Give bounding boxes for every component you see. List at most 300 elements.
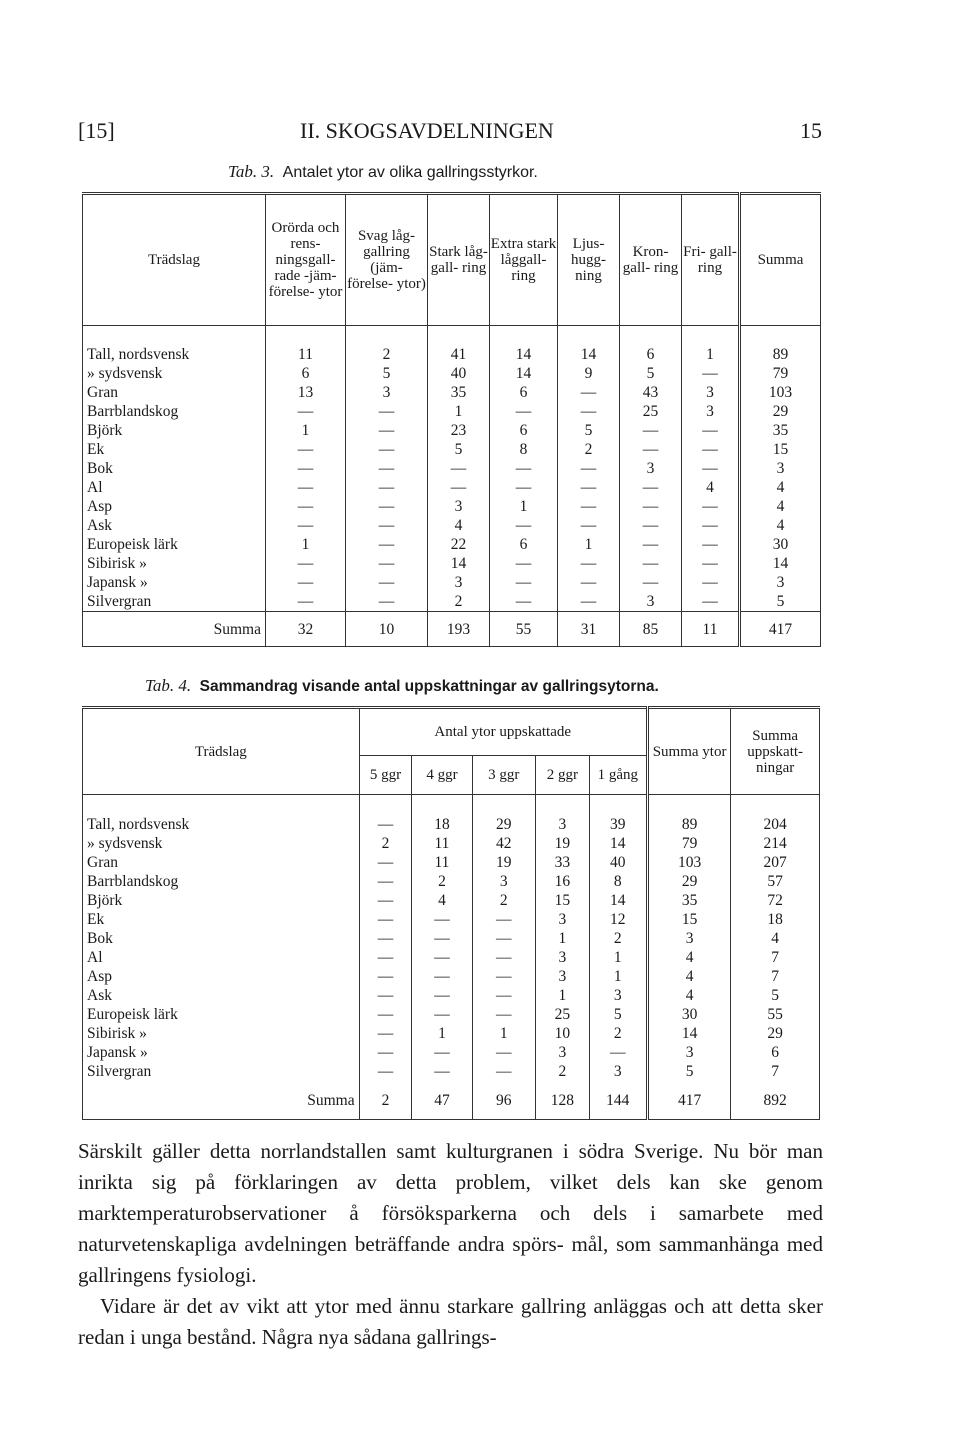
tab4-header-tradslag: Trädslag xyxy=(83,708,360,795)
tab3-cell: — xyxy=(346,440,428,459)
tab4-cell: 3 xyxy=(535,910,589,929)
tab3-row xyxy=(83,345,821,364)
tab3-cell: 103 xyxy=(740,383,821,402)
bracket-page-mark: [15] xyxy=(78,118,115,143)
tab4-cell: 1 xyxy=(535,986,589,1005)
tab4-cell: — xyxy=(412,967,472,986)
tab3-cell: 6 xyxy=(490,535,558,554)
tab3-cell: — xyxy=(346,497,428,516)
tab4-cell: 4 xyxy=(647,986,730,1005)
tab4-cell: — xyxy=(359,948,412,967)
tab3-cell: 23 xyxy=(428,421,490,440)
tab4-row-label: Asp xyxy=(83,967,360,986)
tab3-cell: 14 xyxy=(740,554,821,573)
tab3-cell: — xyxy=(620,554,682,573)
tab4-cell: 3 xyxy=(535,967,589,986)
tab3-row xyxy=(83,554,821,573)
tab3-cell: — xyxy=(682,592,740,612)
tab4-row xyxy=(83,891,820,910)
tab3-cell: — xyxy=(682,364,740,383)
tab4-cell: 3 xyxy=(589,1062,647,1081)
tab4-subheader: 4 ggr xyxy=(412,756,472,795)
tab3-cell: — xyxy=(346,459,428,478)
tab3-row-label: Europeisk lärk xyxy=(83,535,266,554)
tab4-cell: 4 xyxy=(647,967,730,986)
tab4-row-label: Gran xyxy=(83,853,360,872)
tab4-cell: 4 xyxy=(647,948,730,967)
tab3-cell: — xyxy=(266,497,346,516)
tab3-cell: 2 xyxy=(346,345,428,364)
tab4-summa-cell: 128 xyxy=(535,1081,589,1120)
tab4-cell: 207 xyxy=(731,853,820,872)
tab3-row-label: Ask xyxy=(83,516,266,535)
tab4-row-label: Björk xyxy=(83,891,360,910)
tab4-cell: — xyxy=(472,910,535,929)
tab3-cell: 4 xyxy=(740,497,821,516)
tab4-cell: 19 xyxy=(535,834,589,853)
tab3-cell: 5 xyxy=(428,440,490,459)
tab4-cell: — xyxy=(472,1005,535,1024)
tab4-cell: — xyxy=(412,910,472,929)
tab3-cell: 6 xyxy=(620,345,682,364)
tab3-row-label: Björk xyxy=(83,421,266,440)
tab4-cell: 1 xyxy=(589,967,647,986)
section-title: II. SKOGSAVDELNINGEN xyxy=(300,118,554,143)
tab3-cell: — xyxy=(266,516,346,535)
tab4-row-label: Bok xyxy=(83,929,360,948)
tab3-cell: — xyxy=(682,573,740,592)
tab3-caption xyxy=(228,162,538,182)
tab3-cell: — xyxy=(266,573,346,592)
tab4-cell: 2 xyxy=(535,1062,589,1081)
tab4-summa-cell: 2 xyxy=(359,1081,412,1120)
tab3-cell: 4 xyxy=(428,516,490,535)
tab4-cell: — xyxy=(359,1062,412,1081)
tab3-cell: 1 xyxy=(682,345,740,364)
tab3-cell: — xyxy=(346,573,428,592)
tab3-cell: — xyxy=(682,440,740,459)
tab3-row xyxy=(83,592,821,612)
tab4-cell: 214 xyxy=(731,834,820,853)
tab4-cell: — xyxy=(472,948,535,967)
tab4-cell: 1 xyxy=(412,1024,472,1043)
tab4-cell: 1 xyxy=(589,948,647,967)
tab3-cell: — xyxy=(558,497,620,516)
tab4-cell: 14 xyxy=(589,891,647,910)
tab4-cell: 30 xyxy=(647,1005,730,1024)
tab4-cell: 29 xyxy=(472,815,535,834)
tab3-cell: 25 xyxy=(620,402,682,421)
tab4-cell: — xyxy=(412,1043,472,1062)
tab4-cell: 3 xyxy=(647,1043,730,1062)
tab3-cell: 3 xyxy=(682,402,740,421)
tab3-summa-label: Summa xyxy=(83,612,266,647)
tab3-cell: 29 xyxy=(740,402,821,421)
tab3-cell: 5 xyxy=(346,364,428,383)
tab4-cell: — xyxy=(359,872,412,891)
tab3-cell: — xyxy=(682,421,740,440)
tab4-row xyxy=(83,1005,820,1024)
tab4-cell: 3 xyxy=(535,948,589,967)
tab4-row xyxy=(83,853,820,872)
tab3-summa-cell: 85 xyxy=(620,612,682,647)
tab4-subheader: 5 ggr xyxy=(359,756,412,795)
tab3-cell: — xyxy=(346,592,428,612)
tab3-cell: — xyxy=(266,402,346,421)
tab4-row xyxy=(83,929,820,948)
tab3-summa-cell: 55 xyxy=(490,612,558,647)
tab4-cell: 12 xyxy=(589,910,647,929)
tab4-header-summa-uppsk: Summa uppskatt- ningar xyxy=(731,708,820,795)
tab4-cell: 3 xyxy=(535,1043,589,1062)
tab4-cell: 3 xyxy=(647,929,730,948)
tab4-row-label: Europeisk lärk xyxy=(83,1005,360,1024)
tab3-cell: 5 xyxy=(558,421,620,440)
tab3-header-kron: Kron- gall- ring xyxy=(620,194,682,326)
tab3-row-label: Al xyxy=(83,478,266,497)
tab3-cell: — xyxy=(346,421,428,440)
tab4-cell: — xyxy=(359,910,412,929)
tab3-cell: — xyxy=(682,497,740,516)
tab3-row-label: » sydsvensk xyxy=(83,364,266,383)
tab3-cell: 14 xyxy=(558,345,620,364)
tab4-cell: 7 xyxy=(731,948,820,967)
tab3-header-ljus: Ljus- hugg- ning xyxy=(558,194,620,326)
tab3-cell: 1 xyxy=(266,421,346,440)
tab4-cell: 42 xyxy=(472,834,535,853)
tab3-row xyxy=(83,383,821,402)
tab3-cell: 5 xyxy=(740,592,821,612)
tab3-cell: 3 xyxy=(620,459,682,478)
tab3-row xyxy=(83,516,821,535)
tab3-cell: 4 xyxy=(682,478,740,497)
tab3-cell: — xyxy=(682,535,740,554)
tab4-cell: — xyxy=(359,967,412,986)
paragraph-2: Vidare är det av vikt att ytor med ännu starkare gallring anläggas och att detta sker redan i unga bestånd. Några nya sådana gallrings- xyxy=(78,1294,823,1349)
tab3-cell: 89 xyxy=(740,345,821,364)
tab3-cell: 6 xyxy=(490,383,558,402)
tab3-cell: — xyxy=(490,402,558,421)
tab3-header-ororda: Orörda och rens- ningsgall- rade -jäm- förelse- ytor xyxy=(266,194,346,326)
tab3-cell: 3 xyxy=(428,573,490,592)
tab3-summa-cell: 31 xyxy=(558,612,620,647)
tab3-cell: 1 xyxy=(266,535,346,554)
tab4-row xyxy=(83,834,820,853)
tab3-cell: 4 xyxy=(740,478,821,497)
tab3-cell: 2 xyxy=(558,440,620,459)
tab3-cell: — xyxy=(558,554,620,573)
paragraph-1: Särskilt gäller detta norrlandstallen samt kulturgranen i södra Sverige. Nu bör man inrikta sig på förklaringen av detta problem, vilket dels kan ske genom marktemperaturobservationer å försöksparkerna och dels i samarbete med naturvetenskapliga avdelningen beträffande andra spörs- mål, som sammanhänga med gallringens fysiologi. xyxy=(78,1139,823,1287)
tab3-header-fri: Fri- gall- ring xyxy=(682,194,740,326)
tab3-cell: 3 xyxy=(346,383,428,402)
tab3-cell: 1 xyxy=(558,535,620,554)
tab4-cell: 103 xyxy=(647,853,730,872)
tab4-cell: — xyxy=(359,929,412,948)
tab3-cell: — xyxy=(428,459,490,478)
tab3-cell: — xyxy=(620,497,682,516)
tab3-cell: — xyxy=(346,535,428,554)
tab3-row xyxy=(83,535,821,554)
tab4-cell: 3 xyxy=(589,986,647,1005)
tab3-cell: 14 xyxy=(490,345,558,364)
tab3-cell: 3 xyxy=(428,497,490,516)
tab4-summa-label: Summa xyxy=(83,1081,360,1120)
tab4-cell: 3 xyxy=(472,872,535,891)
tab4-row xyxy=(83,1024,820,1043)
tab4-cell: — xyxy=(359,1024,412,1043)
tab4-cell: — xyxy=(359,815,412,834)
tab4-cell: — xyxy=(359,891,412,910)
tab3-cell: — xyxy=(490,478,558,497)
tab4-cell: 72 xyxy=(731,891,820,910)
tab3-row xyxy=(83,573,821,592)
tab4-summa-cell: 892 xyxy=(731,1081,820,1120)
tab4-row xyxy=(83,967,820,986)
tab3-row xyxy=(83,421,821,440)
tab4-cell: — xyxy=(359,1005,412,1024)
tab4-cell: 5 xyxy=(647,1062,730,1081)
tab4-cell: 18 xyxy=(412,815,472,834)
tab4-cell: 19 xyxy=(472,853,535,872)
tab4-cell: 39 xyxy=(589,815,647,834)
tab4-row xyxy=(83,815,820,834)
tab3-row-label: Silvergran xyxy=(83,592,266,612)
tab4-cell: 15 xyxy=(647,910,730,929)
tab4-row-label: Silvergran xyxy=(83,1062,360,1081)
tab4-cell: 33 xyxy=(535,853,589,872)
tab4-cell: — xyxy=(472,986,535,1005)
tab3-row-label: Japansk » xyxy=(83,573,266,592)
tab4-cell: 5 xyxy=(589,1005,647,1024)
tab3-row xyxy=(83,402,821,421)
tab4-cell: 57 xyxy=(731,872,820,891)
tab4-cell: 11 xyxy=(412,853,472,872)
tab3-title: Antalet ytor av olika gallringsstyrkor. xyxy=(282,164,538,181)
tab4-subheader: 3 ggr xyxy=(472,756,535,795)
tab3-cell: 1 xyxy=(428,402,490,421)
tab4-cell: 7 xyxy=(731,967,820,986)
tab4-label: Tab. 4. xyxy=(145,676,192,695)
tab3-cell: — xyxy=(346,402,428,421)
tab3-row-label: Sibirisk » xyxy=(83,554,266,573)
tab4-cell: 29 xyxy=(647,872,730,891)
tab3-cell: — xyxy=(558,478,620,497)
tab4-row xyxy=(83,1043,820,1062)
tab3-cell: — xyxy=(346,478,428,497)
tab3-cell: 14 xyxy=(428,554,490,573)
tab3-header-summa: Summa xyxy=(740,194,821,326)
tab3-cell: — xyxy=(346,554,428,573)
tab3-cell: 41 xyxy=(428,345,490,364)
tab3-cell: 35 xyxy=(428,383,490,402)
tab4-cell: 79 xyxy=(647,834,730,853)
tab4-cell: 8 xyxy=(589,872,647,891)
tab3-row xyxy=(83,364,821,383)
tab4-row-label: Barrblandskog xyxy=(83,872,360,891)
tab4-cell: 40 xyxy=(589,853,647,872)
tab3-cell: — xyxy=(266,440,346,459)
tab3-summa-cell: 32 xyxy=(266,612,346,647)
tab4-cell: — xyxy=(412,929,472,948)
tab3-cell: 9 xyxy=(558,364,620,383)
tab3-cell: — xyxy=(490,573,558,592)
tab3-cell: 6 xyxy=(490,421,558,440)
tab4-cell: 6 xyxy=(731,1043,820,1062)
tab3-row xyxy=(83,459,821,478)
tab4-cell: 1 xyxy=(472,1024,535,1043)
tab3-row xyxy=(83,478,821,497)
tab4-row xyxy=(83,1062,820,1081)
tab4-row xyxy=(83,948,820,967)
tab3-cell: — xyxy=(490,554,558,573)
tab3-cell: 8 xyxy=(490,440,558,459)
tab4-cell: 204 xyxy=(731,815,820,834)
tab3-header-extra: Extra stark låggall- ring xyxy=(490,194,558,326)
tab3-cell: — xyxy=(346,516,428,535)
tab3-cell: 2 xyxy=(428,592,490,612)
tab3-header-stark: Stark låg- gall- ring xyxy=(428,194,490,326)
tab3-cell: 43 xyxy=(620,383,682,402)
tab3-cell: 3 xyxy=(740,459,821,478)
tab4-header-summa-ytor: Summa ytor xyxy=(647,708,730,795)
tab4-row xyxy=(83,872,820,891)
tab3-cell: 3 xyxy=(682,383,740,402)
tab3-table xyxy=(82,192,821,647)
tab3-row-label: Tall, nordsvensk xyxy=(83,345,266,364)
tab3-row xyxy=(83,440,821,459)
tab4-cell: 5 xyxy=(731,986,820,1005)
tab3-cell: — xyxy=(620,573,682,592)
tab4-cell: 25 xyxy=(535,1005,589,1024)
tab3-cell: — xyxy=(490,592,558,612)
tab4-cell: 4 xyxy=(412,891,472,910)
tab4-row-label: Tall, nordsvensk xyxy=(83,815,360,834)
tab4-header-group: Antal ytor uppskattade xyxy=(359,708,647,756)
tab3-cell: — xyxy=(682,459,740,478)
tab3-cell: — xyxy=(266,554,346,573)
tab4-cell: — xyxy=(589,1043,647,1062)
tab3-cell: — xyxy=(490,516,558,535)
tab3-header-tradslag: Trädslag xyxy=(83,194,266,326)
tab4-cell: 16 xyxy=(535,872,589,891)
tab3-cell: — xyxy=(620,478,682,497)
tab3-row-label: Barrblandskog xyxy=(83,402,266,421)
tab3-cell: 40 xyxy=(428,364,490,383)
tab3-cell: — xyxy=(558,383,620,402)
tab4-row-label: » sydsvensk xyxy=(83,834,360,853)
tab4-cell: 1 xyxy=(535,929,589,948)
tab3-cell: — xyxy=(266,459,346,478)
tab3-cell: 13 xyxy=(266,383,346,402)
tab4-row-label: Al xyxy=(83,948,360,967)
tab4-summa-cell: 144 xyxy=(589,1081,647,1120)
tab3-row-label: Bok xyxy=(83,459,266,478)
tab4-title: Sammandrag visande antal uppskattningar av gallringsytorna. xyxy=(199,678,659,695)
tab3-cell: 3 xyxy=(740,573,821,592)
tab3-cell: — xyxy=(558,402,620,421)
tab4-table xyxy=(82,706,820,1120)
tab3-cell: 11 xyxy=(266,345,346,364)
tab4-cell: 2 xyxy=(472,891,535,910)
tab3-cell: 3 xyxy=(620,592,682,612)
tab4-cell: 10 xyxy=(535,1024,589,1043)
tab3-cell: — xyxy=(428,478,490,497)
tab3-cell: 35 xyxy=(740,421,821,440)
tab4-caption xyxy=(145,676,659,696)
tab3-cell: 14 xyxy=(490,364,558,383)
tab3-row-label: Ek xyxy=(83,440,266,459)
tab3-cell: — xyxy=(558,459,620,478)
tab4-cell: — xyxy=(412,986,472,1005)
tab4-cell: 89 xyxy=(647,815,730,834)
page-number: 15 xyxy=(800,118,822,143)
tab4-cell: 35 xyxy=(647,891,730,910)
tab3-cell: 1 xyxy=(490,497,558,516)
tab3-label: Tab. 3. xyxy=(228,162,275,181)
tab4-summa-cell: 417 xyxy=(647,1081,730,1120)
tab3-summa-cell: 417 xyxy=(740,612,821,647)
tab4-cell: 55 xyxy=(731,1005,820,1024)
tab3-cell: — xyxy=(266,592,346,612)
tab4-cell: 3 xyxy=(535,815,589,834)
tab3-cell: 15 xyxy=(740,440,821,459)
tab3-summa-cell: 193 xyxy=(428,612,490,647)
tab4-cell: — xyxy=(472,929,535,948)
tab4-cell: 14 xyxy=(647,1024,730,1043)
tab3-cell: 5 xyxy=(620,364,682,383)
tab4-cell: 2 xyxy=(589,1024,647,1043)
tab3-cell: — xyxy=(620,440,682,459)
tab4-cell: — xyxy=(412,1005,472,1024)
tab3-cell: 30 xyxy=(740,535,821,554)
tab4-cell: — xyxy=(472,1062,535,1081)
tab4-cell: — xyxy=(359,1043,412,1062)
tab3-cell: — xyxy=(558,516,620,535)
tab4-cell: — xyxy=(472,1043,535,1062)
tab3-row-label: Asp xyxy=(83,497,266,516)
tab4-cell: 29 xyxy=(731,1024,820,1043)
tab4-cell: 7 xyxy=(731,1062,820,1081)
tab4-cell: 2 xyxy=(589,929,647,948)
tab3-summa-cell: 11 xyxy=(682,612,740,647)
tab3-cell: 22 xyxy=(428,535,490,554)
tab4-cell: — xyxy=(412,1062,472,1081)
tab4-cell: 11 xyxy=(412,834,472,853)
tab4-summa-cell: 96 xyxy=(472,1081,535,1120)
tab3-cell: — xyxy=(620,535,682,554)
tab4-cell: — xyxy=(412,948,472,967)
tab4-subheader: 1 gång xyxy=(589,756,647,795)
tab3-cell: — xyxy=(682,554,740,573)
tab4-row-label: Ask xyxy=(83,986,360,1005)
tab4-row xyxy=(83,910,820,929)
tab3-summa-cell: 10 xyxy=(346,612,428,647)
tab4-summa-cell: 47 xyxy=(412,1081,472,1120)
tab4-cell: 15 xyxy=(535,891,589,910)
tab3-cell: — xyxy=(620,516,682,535)
tab4-cell: — xyxy=(472,967,535,986)
tab4-cell: 18 xyxy=(731,910,820,929)
tab4-row-label: Ek xyxy=(83,910,360,929)
tab3-row xyxy=(83,497,821,516)
tab4-subheader: 2 ggr xyxy=(535,756,589,795)
tab3-cell: — xyxy=(558,592,620,612)
tab3-row-label: Gran xyxy=(83,383,266,402)
tab4-row xyxy=(83,986,820,1005)
tab3-cell: — xyxy=(490,459,558,478)
tab3-cell: — xyxy=(620,421,682,440)
tab4-cell: — xyxy=(359,986,412,1005)
